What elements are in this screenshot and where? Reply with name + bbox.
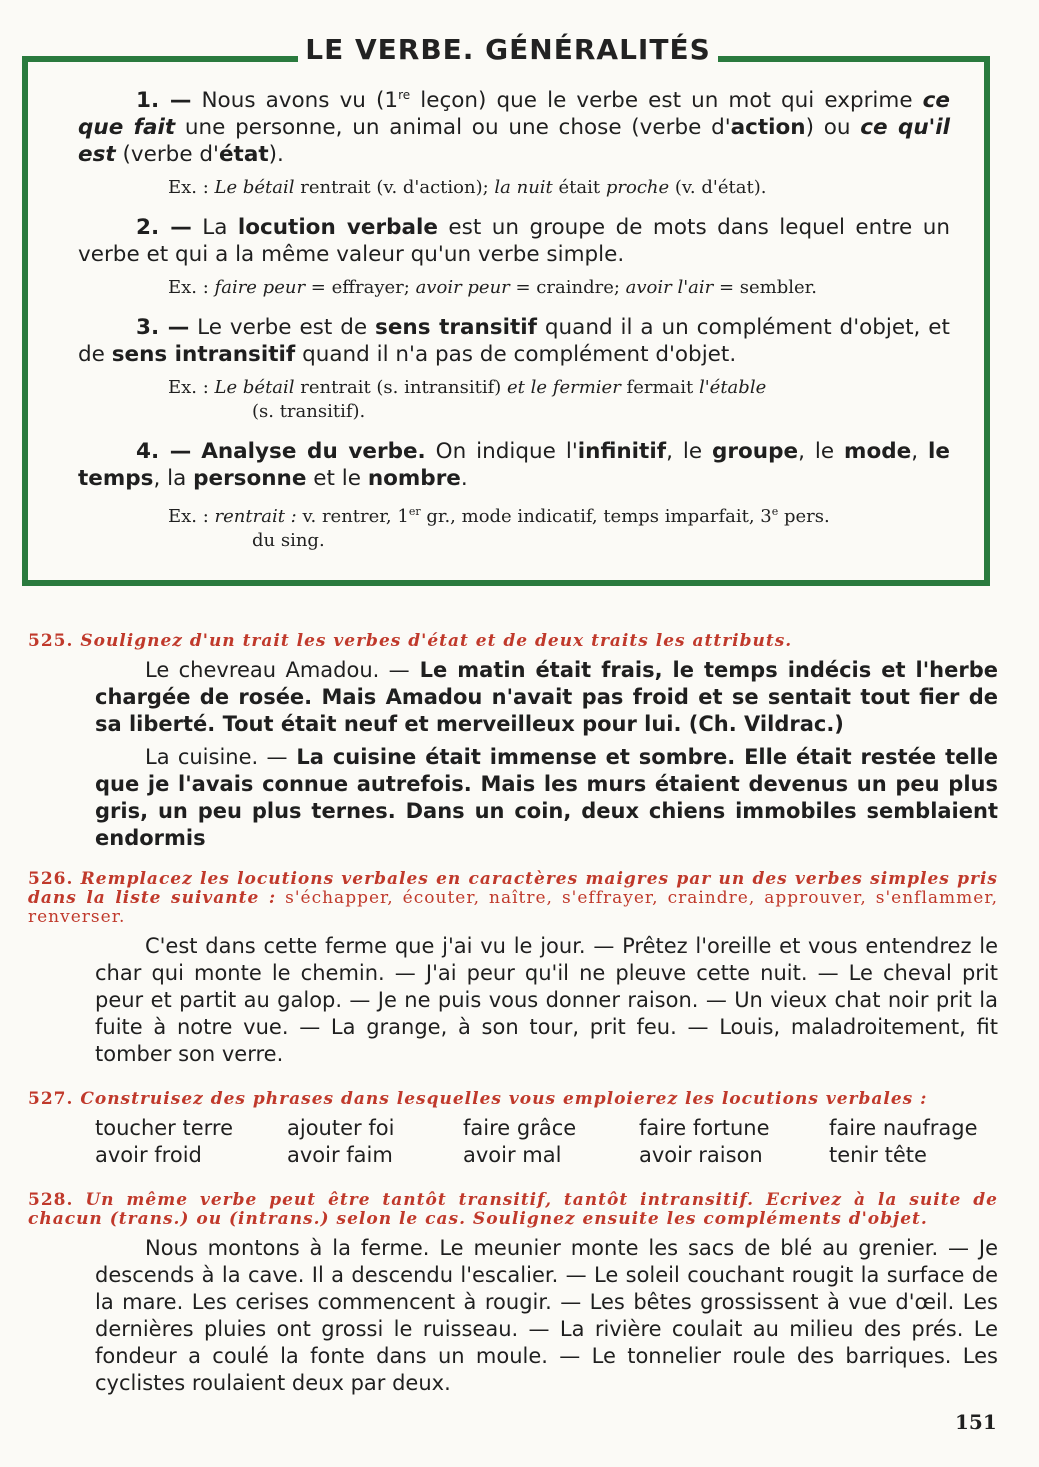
rule-keyword: nombre [367, 466, 461, 492]
locution-grid [95, 1115, 998, 1169]
example-italic: et [507, 377, 525, 399]
locution-item: ajouter foi [287, 1116, 395, 1140]
locution-item: faire naufrage [829, 1116, 978, 1140]
rule-keyword: état [218, 142, 269, 168]
example-italic: proche [605, 177, 670, 199]
rule-text: (verbe d' [115, 142, 219, 168]
example-lead: Ex. : [168, 277, 209, 299]
exercise-paragraph [95, 744, 998, 852]
rule-1 [78, 82, 950, 168]
lesson-rules [78, 82, 950, 567]
rule-4 [78, 438, 950, 492]
exercise-paragraph [95, 933, 998, 1068]
rule-keyword: personne [193, 466, 307, 492]
page-title: LE VERBE. GÉNÉRALITÉS [298, 30, 718, 74]
instruction-text: Un même verbe peut être tantôt transitif, tantôt intransitif. Ecrivez à la suite de chacun (trans.) ou (intrans.) selon le cas. Soulignez ensuite les compléments d'objet. [28, 1190, 998, 1229]
example-italic: faire peur [214, 277, 306, 299]
rule-emphasis: ce que fait [78, 88, 950, 141]
rule-2 [78, 214, 950, 268]
exercise-number: 527. [28, 1089, 74, 1109]
example-1 [78, 176, 950, 200]
example-lead: Ex. : [168, 506, 209, 528]
rule-text: . [460, 466, 468, 492]
example-italic: avoir l'air [625, 277, 714, 299]
superscript: er [408, 505, 421, 519]
exercise-instruction [28, 1191, 998, 1229]
rule-text: , le [798, 439, 845, 465]
example-italic: bétail [242, 377, 295, 399]
exercise-number: 525. [28, 631, 74, 651]
example-italic: l'étable [698, 377, 767, 399]
paragraph-text: Nous montons à la ferme. Le meunier monte les sacs de blé au grenier. — Je descends à la cave. Il a descendu l'escalier. — Le soleil couchant rougit la surface de la mare. Les cerises commencent à rougir. — Les bêtes grossissent à vue d'œil. Les dernières pluies ont grossi le ruisseau. — La rivière coulait au milieu des prés. Le fondeur a coulé la fonte dans un moule. — Le tonnelier roule des barriques. Les cyclistes roulaient deux par deux. [95, 1236, 998, 1395]
paragraph-lead: La cuisine. — [145, 745, 288, 769]
rule-number: 3. — [136, 315, 190, 341]
example-italic: fermier [552, 377, 621, 399]
example-2 [78, 276, 950, 300]
rule-keyword: action [730, 115, 806, 141]
rule-number: 4. — [136, 439, 192, 465]
exercises-section [28, 632, 998, 1397]
example-italic: rentrait : [214, 506, 297, 528]
example-text: était [552, 177, 606, 199]
rule-keyword: sens transitif [375, 315, 537, 341]
page-number: 151 [955, 1410, 997, 1434]
example-italic: le [530, 377, 548, 399]
rule-text: , le [666, 439, 713, 465]
rule-text: , la [153, 466, 194, 492]
example-lead: Ex. : [168, 177, 209, 199]
example-italic: Le [214, 377, 238, 399]
rule-keyword: locution verbale [237, 215, 438, 241]
rule-text: ) ou [805, 115, 861, 141]
example-text: rentrait (v. d'action); [294, 177, 495, 199]
example-text: fermait [620, 377, 699, 399]
locution-item: avoir faim [287, 1143, 393, 1167]
exercise-paragraph [95, 1235, 998, 1397]
rule-text: Le verbe est de [197, 315, 376, 341]
exercise-number: 528. [28, 1190, 74, 1210]
exercise-instruction [28, 1090, 998, 1109]
rule-number: 2. — [136, 215, 192, 241]
rule-keyword: infinitif [577, 439, 667, 465]
example-text: = effrayer; [305, 277, 416, 299]
exercise-528 [28, 1191, 998, 1397]
example-italic: la nuit [494, 177, 553, 199]
locution-item: faire fortune [639, 1116, 770, 1140]
rule-text: On indique l' [425, 439, 578, 465]
rule-number: 1. — [136, 88, 192, 114]
example-text: = sembler. [713, 277, 818, 299]
rule-text: Nous avons vu (1 [201, 88, 399, 114]
exercise-number: 526. [28, 869, 74, 889]
example-text: (v. d'état). [669, 177, 767, 199]
example-italic: avoir peur [415, 277, 510, 299]
rule-text: et le [306, 466, 368, 492]
exercise-instruction [28, 632, 998, 651]
locution-item: faire grâce [463, 1116, 577, 1140]
example-text: gr., mode indicatif, temps imparfait, 3 [420, 506, 772, 528]
example-italic: Le bétail [214, 177, 295, 199]
example-continuation: du sing. [252, 530, 325, 552]
rule-keyword: groupe [712, 439, 799, 465]
locution-item: toucher terre [95, 1116, 233, 1140]
rule-text: leçon) que le verbe est un mot qui exprime [410, 88, 923, 114]
superscript: re [398, 88, 411, 102]
rule-text: est un groupe de mots dans lequel entre un verbe et qui a la même valeur qu'un verbe simple. [78, 215, 950, 268]
rule-3 [78, 314, 950, 368]
instruction-text: Remplacez les locutions verbales en caractères maigres par un des verbes simples pris dans la liste suivante : [28, 869, 998, 908]
rule-emphasis: ce qu'il est [78, 115, 950, 168]
paragraph-lead: Le chevreau Amadou. — [145, 658, 410, 682]
rule-text: La [202, 215, 238, 241]
example-text: pers. [778, 506, 830, 528]
rule-keyword: sens intransitif [111, 342, 296, 368]
exercise-525 [28, 632, 998, 852]
rule-text: quand il n'a pas de complément d'objet. [295, 342, 737, 368]
rule-text: , [911, 439, 929, 465]
example-3 [78, 376, 950, 424]
rule-keyword: mode [844, 439, 912, 465]
example-text: = craindre; [509, 277, 626, 299]
rule-text: ). [268, 142, 284, 168]
exercise-paragraph [95, 657, 998, 738]
rule-keyword: le temps [78, 439, 950, 492]
paragraph-text: Le matin était frais, le temps indécis et l'herbe chargée de rosée. Mais Amadou n'avait pas froid et se sentait tout fier de sa liberté. Tout était neuf et merveilleux pour lui. (Ch. Vildrac.) [95, 658, 998, 736]
instruction-text: Construisez des phrases dans lesquelles vous emploierez les locutions verbales : [80, 1089, 928, 1109]
locution-item: tenir tête [829, 1143, 927, 1167]
paragraph-text: C'est dans cette ferme que j'ai vu le jour. — Prêtez l'oreille et vous entendrez le char qui monte le chemin. — J'ai peur qu'il ne pleuve cette nuit. — Le cheval prit peur et partit au galop. — Je ne puis vous donner raison. — Un vieux chat noir prit la fuite à notre vue. — La grange, à son tour, prit feu. — Louis, maladroitement, fit tomber son verre. [95, 934, 998, 1066]
locution-item: avoir raison [639, 1143, 763, 1167]
superscript: e [771, 505, 779, 519]
exercise-instruction [28, 870, 998, 927]
rule-text: une personne, un animal ou une chose (verbe d' [175, 115, 731, 141]
example-text: v. rentrer, 1 [296, 506, 409, 528]
exercise-527 [28, 1090, 998, 1169]
rule-text: quand il a un complément d'objet, et de [78, 315, 950, 368]
instruction-text: Soulignez d'un trait les verbes d'état et de deux traits les attributs. [80, 631, 793, 651]
word-list: s'échapper, écouter, naître, s'effrayer, craindre, approuver, s'enflammer, renverser. [28, 888, 998, 927]
locution-item: avoir mal [463, 1143, 562, 1167]
example-continuation: (s. transitif). [252, 401, 366, 423]
locution-item: avoir froid [95, 1143, 202, 1167]
exercise-526 [28, 870, 998, 1068]
example-4 [78, 500, 950, 553]
example-text: rentrait (s. intransitif) [294, 377, 508, 399]
paragraph-text: La cuisine était immense et sombre. Elle était restée telle que je l'avais connue autrefois. Mais les murs étaient devenus un peu plus gris, un peu plus ternes. Dans un coin, deux chiens immobiles semblaient endormis [95, 745, 998, 850]
example-lead: Ex. : [168, 377, 209, 399]
rule-keyword: Analyse du verbe. [201, 439, 426, 465]
